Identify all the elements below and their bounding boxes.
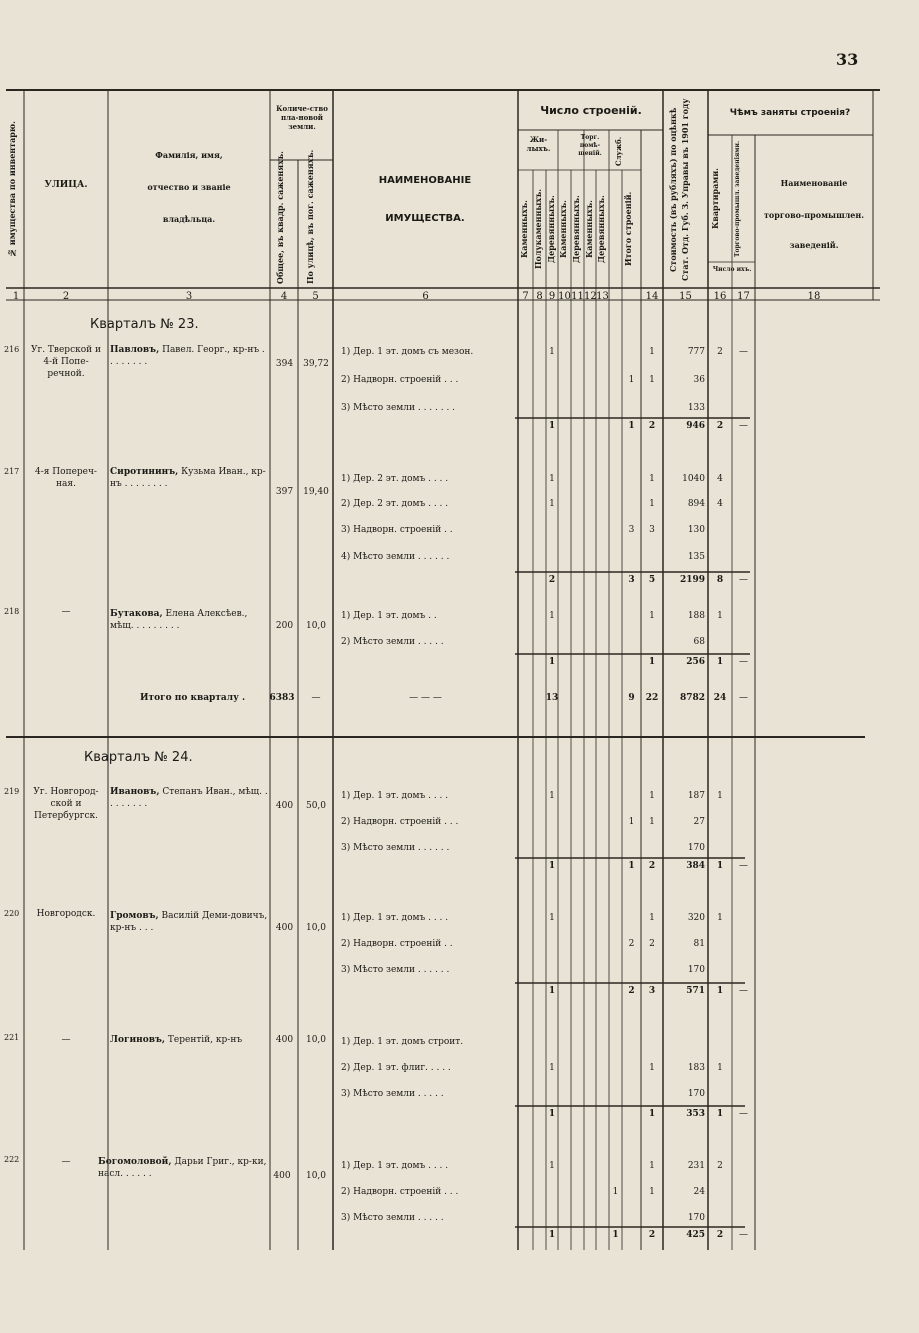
value-cell: 170 (687, 1089, 705, 1099)
subtotal-wooden: 1 (548, 1230, 556, 1240)
land-total: 400 (273, 1171, 291, 1181)
subtotal-total: 2 (648, 1230, 656, 1240)
value-cell: 183 (687, 1063, 705, 1073)
subtotal-apartments: 2 (716, 1230, 724, 1240)
col-land-total-header: Общее, въ квадр. саженяхъ. (275, 151, 285, 284)
col-wooden3-header: Деревянныхъ. (596, 195, 606, 263)
value-cell: 170 (687, 965, 705, 975)
subtotal-apartments: 1 (716, 861, 724, 871)
col-number: 2 (62, 291, 70, 302)
land-street: 10,0 (305, 621, 327, 631)
value-cell: 27 (693, 817, 705, 827)
col-stone3-header: Каменныхъ. (584, 200, 594, 258)
service-wooden-count: 1 (628, 375, 635, 385)
property-item: 1) Дер. 1 эт. домъ . . . . (341, 913, 449, 923)
value-cell: 894 (687, 499, 705, 509)
col-street-header: УЛИЦА. (44, 180, 88, 190)
col-est-name-header-2: торгово-промышлен. (763, 210, 865, 220)
col-number: 6 (422, 291, 429, 302)
col-stone2-header: Каменныхъ. (558, 200, 568, 258)
quarter-total-property: — — — (409, 693, 442, 703)
col-number: 7 (522, 291, 529, 302)
quarter-total-service: 9 (628, 693, 635, 703)
empty-cell-dash: — (739, 1230, 748, 1240)
land-street: 10,0 (305, 923, 327, 933)
total-buildings: 1 (649, 1063, 655, 1073)
col-number: 15 (679, 291, 692, 302)
quarter-total-label: Итого по кварталу . (140, 693, 246, 703)
subtotal-apartments: 1 (716, 1109, 724, 1119)
value-cell: 135 (687, 552, 705, 562)
total-buildings: 1 (649, 375, 655, 385)
subtotal-wooden: 1 (548, 657, 556, 667)
subtotal-wooden: 1 (548, 861, 556, 871)
col-total-buildings-header: Итого строеній. (623, 191, 633, 267)
land-street: 10,0 (305, 1171, 327, 1181)
subtotal-value: 256 (686, 657, 705, 667)
property-item: 1) Дер. 1 эт. домъ . . . . (341, 791, 449, 801)
inventory-number: 221 (4, 1033, 20, 1042)
col-value-header: Стоимость (въ рубляхъ) по оцѣнкѣ Стат. Отд. Губ. З. Управы въ 1901 году (668, 98, 690, 282)
property-item: 3) Мѣсто земли . . . . . (341, 1089, 444, 1099)
property-item: 1) Дер. 1 эт. домъ . . (341, 611, 437, 621)
wooden-count: 1 (549, 1063, 555, 1073)
col-wooden-header: Деревянныхъ. (546, 195, 556, 263)
subtotal-wooden: 2 (548, 575, 556, 585)
apartments-count: 1 (717, 611, 723, 621)
street-cell: — (61, 1157, 71, 1167)
wooden-count: 1 (549, 499, 555, 509)
subtotal-total: 2 (648, 861, 656, 871)
col-number: 3 (185, 291, 193, 302)
subtotal-apartments: 1 (716, 657, 724, 667)
inventory-number: 218 (4, 607, 20, 616)
col-halfstone-header: Полукаменныхъ. (533, 188, 543, 270)
subtotal-total: 1 (648, 657, 656, 667)
inventory-number: 217 (4, 467, 20, 476)
land-total: 394 (275, 359, 294, 369)
col-number: 18 (807, 291, 821, 302)
empty-cell-dash: — (739, 575, 748, 585)
value-cell: 170 (687, 843, 705, 853)
property-item: 3) Мѣсто земли . . . . . . (341, 965, 450, 975)
subtotal-apartments: 2 (716, 421, 724, 431)
subtotal-total: 2 (648, 421, 656, 431)
total-buildings: 1 (649, 347, 655, 357)
owner-cell: Сиротининъ, Кузьма Иван., кр-нъ . . . . . . . . (110, 467, 266, 489)
col-stone-header: Каменныхъ. (519, 200, 529, 258)
col-service-header: Служб. (614, 136, 623, 166)
subtotal-wooden: 1 (548, 986, 556, 996)
col-land-street-header: По улицѣ, въ пог. саженяхъ. (305, 149, 315, 284)
subtotal-total: 3 (648, 986, 656, 996)
property-item: 2) Надворн. строеній . . . (341, 375, 459, 385)
wooden-count: 1 (549, 474, 555, 484)
col-number: 9 (548, 291, 556, 302)
land-street: 10,0 (305, 1035, 327, 1045)
wooden-count: 1 (549, 1161, 555, 1171)
col-est-name-header-3: заведеній. (789, 240, 839, 250)
service-wooden-count: 3 (628, 525, 635, 535)
subtotal-total: 1 (648, 1109, 656, 1119)
col-number: 8 (536, 291, 543, 302)
value-cell: 231 (687, 1161, 705, 1171)
empty-cell-dash: — (739, 657, 748, 667)
property-item: 2) Надворн. строеній . . (341, 939, 453, 949)
page-number: 33 (836, 50, 859, 69)
margin-note: № имущества по инвентарю. (7, 121, 17, 259)
street-cell: Новгородск. (36, 909, 96, 919)
subtotal-value: 571 (686, 986, 705, 996)
value-cell: 1040 (682, 474, 705, 484)
col-count-header: Число ихъ. (712, 266, 752, 273)
total-buildings: 1 (649, 474, 655, 484)
service-stone-count: 1 (612, 1187, 619, 1197)
col-number: 16 (713, 291, 727, 302)
land-street: 39,72 (303, 359, 329, 369)
empty-cell-dash: — (739, 693, 748, 703)
total-buildings: 1 (649, 913, 655, 923)
empty-cell-dash: — (739, 986, 748, 996)
quarter-heading: Кварталъ № 23. (90, 317, 199, 332)
value-cell: 320 (687, 913, 705, 923)
property-item: 2) Надворн. строеній . . . (341, 1187, 459, 1197)
subtotal-value: 425 (686, 1230, 705, 1240)
total-buildings: 1 (649, 1161, 655, 1171)
wooden-count: 1 (549, 611, 555, 621)
inventory-number: 219 (4, 787, 20, 796)
owner-cell: Богомоловой, Дарьи Григ., кр-ки, насл. . . . . . (98, 1157, 267, 1179)
value-cell: 130 (687, 525, 705, 535)
col-number: 1 (12, 291, 20, 302)
col-land-header: Количе-ство пла-новой земли. (276, 104, 328, 131)
col-property-header: НАИМЕНОВАНІЕ ИМУЩЕСТВА. (378, 175, 472, 224)
service-wooden-count: 2 (628, 939, 635, 949)
value-cell: 68 (693, 637, 705, 647)
col-est-name-header-1: Наименованіе (780, 178, 848, 188)
property-item: 1) Дер. 1 эт. домъ съ мезон. (341, 347, 474, 357)
street-cell: — (61, 607, 71, 617)
land-total: 200 (275, 621, 294, 631)
col-owner-header-2: отчество и званіе (147, 182, 231, 192)
subtotal-apartments: 1 (716, 986, 724, 996)
property-item: 2) Надворн. строеній . . . (341, 817, 459, 827)
property-item: 3) Мѣсто земли . . . . . . (341, 843, 450, 853)
apartments-count: 4 (717, 499, 723, 509)
col-number: 5 (312, 291, 319, 302)
property-item: 1) Дер. 1 эт. домъ . . . . (341, 1161, 449, 1171)
col-owner-header-1: Фамилія, имя, (155, 150, 223, 160)
inventory-number: 216 (4, 345, 20, 354)
empty-cell-dash: — (739, 421, 748, 431)
col-number: 4 (280, 291, 288, 302)
empty-cell-dash: — (739, 861, 748, 871)
land-total: 400 (275, 923, 294, 933)
quarter-total-buildings: 22 (645, 693, 659, 703)
quarter-total-land-street: — (311, 693, 321, 703)
total-buildings: 1 (649, 499, 655, 509)
subtotal-value: 353 (686, 1109, 705, 1119)
total-buildings: 1 (649, 791, 655, 801)
street-cell: Уг. Новгород-ской и Петербургск. (33, 787, 99, 821)
owner-cell: Ивановъ, Степанъ Иван., мѣщ. . . . . . . . . (110, 787, 268, 809)
subtotal-service: 1 (628, 421, 635, 431)
street-cell: — (61, 1035, 71, 1045)
total-buildings: 2 (649, 939, 655, 949)
apartments-count: 1 (717, 791, 723, 801)
property-item: 1) Дер. 1 эт. домъ строит. (341, 1037, 464, 1047)
col-number: 14 (645, 291, 659, 302)
property-item: 2) Дер. 1 эт. флиг. . . . . (341, 1063, 451, 1073)
total-buildings: 1 (649, 611, 655, 621)
property-item: 2) Дер. 2 эт. домъ . . . . (341, 499, 449, 509)
col-number: 12 (584, 291, 597, 302)
land-total: 400 (275, 1035, 294, 1045)
value-cell: 81 (693, 939, 705, 949)
subtotal-service: 1 (612, 1230, 619, 1240)
value-cell: 170 (687, 1213, 705, 1223)
subtotal-value: 946 (686, 421, 705, 431)
property-item: 3) Мѣсто земли . . . . . . . (341, 403, 456, 413)
property-item: 4) Мѣсто земли . . . . . . (341, 552, 450, 562)
col-number: 13 (596, 291, 609, 302)
property-item: 3) Мѣсто земли . . . . . (341, 1213, 444, 1223)
col-buildings-header: Число строеній. (540, 104, 642, 117)
col-number: 17 (737, 291, 750, 302)
street-cell: Уг. Тверской и 4-й Попе-речной. (30, 345, 102, 379)
service-wooden-count: 1 (628, 817, 635, 827)
subtotal-wooden: 1 (548, 421, 556, 431)
col-occupied-header: Чѣмъ заняты строенія? (729, 108, 851, 118)
quarter-total-value: 8782 (679, 693, 705, 703)
value-cell: 777 (687, 347, 705, 357)
owner-cell: Громовъ, Василій Деми-довичъ, кр-нъ . . . (110, 911, 268, 933)
land-total: 397 (275, 487, 294, 497)
empty-cell-dash: — (739, 347, 748, 357)
apartments-count: 2 (717, 1161, 723, 1171)
value-cell: 24 (693, 1187, 705, 1197)
apartments-count: 1 (717, 1063, 723, 1073)
subtotal-service: 3 (628, 575, 635, 585)
apartments-count: 4 (717, 474, 723, 484)
street-cell: 4-я Попереч-ная. (35, 467, 97, 489)
owner-cell: Бутакова, Елена Алексѣев., мѣщ. . . . . . . . . (110, 609, 248, 631)
apartments-count: 1 (717, 913, 723, 923)
land-street: 19,40 (303, 487, 329, 497)
subtotal-service: 2 (628, 986, 635, 996)
subtotal-wooden: 1 (548, 1109, 556, 1119)
total-buildings: 3 (649, 525, 655, 535)
value-cell: 36 (693, 375, 705, 385)
property-item: 2) Мѣсто земли . . . . . (341, 637, 444, 647)
property-item: 1) Дер. 2 эт. домъ . . . . (341, 474, 449, 484)
col-wooden2-header: Деревянныхъ. (571, 195, 581, 263)
total-buildings: 1 (649, 817, 655, 827)
col-owner-header-3: владѣльца. (162, 214, 216, 224)
subtotal-value: 384 (686, 861, 705, 871)
inventory-number: 220 (4, 909, 20, 918)
subtotal-service: 1 (628, 861, 635, 871)
land-total: 400 (275, 801, 294, 811)
apartments-count: 2 (717, 347, 723, 357)
wooden-count: 1 (549, 347, 555, 357)
owner-cell: Логиновъ, Терентій, кр-нъ (110, 1035, 243, 1045)
col-number: 11 (571, 291, 584, 302)
owner-cell: Павловъ, Павел. Георг., кр-нъ . . . . . . . . (110, 345, 265, 367)
col-number: 10 (558, 291, 571, 302)
quarter-total-apartments: 24 (713, 693, 727, 703)
subtotal-value: 2199 (679, 575, 705, 585)
quarter-heading: Кварталъ № 24. (84, 750, 193, 765)
inventory-number: 222 (4, 1155, 20, 1164)
total-buildings: 1 (649, 1187, 655, 1197)
col-trade-est-header: Торгово-промышл. заведеніями. (734, 140, 741, 258)
empty-cell-dash: — (739, 1109, 748, 1119)
subtotal-apartments: 8 (716, 575, 724, 585)
subtotal-total: 5 (648, 575, 656, 585)
col-apartments-header: Квартирами. (710, 168, 720, 230)
col-living-header: Жи-лыхъ. (526, 135, 551, 153)
quarter-total-wooden: 13 (545, 693, 559, 703)
value-cell: 188 (687, 611, 705, 621)
land-street: 50,0 (305, 801, 327, 811)
quarter-total-land: 6383 (269, 693, 295, 703)
value-cell: 133 (687, 403, 705, 413)
value-cell: 187 (687, 791, 705, 801)
wooden-count: 1 (549, 791, 555, 801)
property-item: 3) Надворн. строеній . . (341, 525, 453, 535)
wooden-count: 1 (549, 913, 555, 923)
col-trade-header: Торг. помѣ-щеній. (578, 134, 602, 157)
